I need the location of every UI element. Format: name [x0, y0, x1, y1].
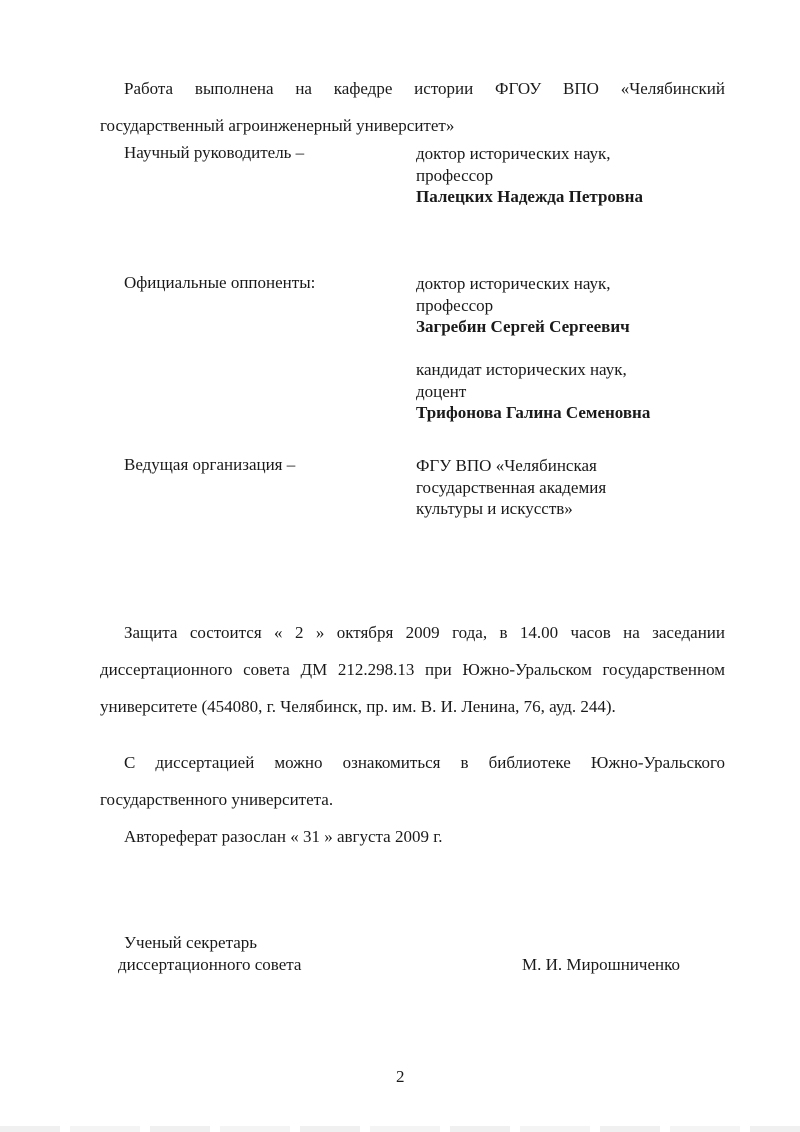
leading-org-block [416, 455, 606, 520]
scan-edge-strip [0, 1126, 800, 1132]
supervisor-title: профессор [416, 165, 494, 185]
sent-line: Автореферат разослан « 31 » августа 2009 г. [124, 827, 443, 846]
opponent-2-name: Трифонова Галина Семеновна [416, 403, 651, 422]
opponent-1-degree: доктор исторических наук, [416, 274, 611, 293]
opponent-1-block [416, 273, 630, 338]
library-paragraph: С диссертацией можно ознакомиться в библиотеке Южно-Уральского государственного университета. [100, 753, 725, 809]
supervisor-label: Научный руководитель – [124, 143, 305, 162]
leading-org-line-2: государственная академия [416, 477, 607, 497]
leading-org-line-3: культуры и искусств» [416, 499, 573, 518]
secretary-title-line-2: диссертационного совета [118, 955, 302, 974]
supervisor-block [416, 143, 643, 208]
page-number: 2 [396, 1067, 405, 1086]
opponent-1-title: профессор [416, 295, 494, 315]
opponent-2-title: доцент [416, 381, 467, 401]
secretary-name: М. И. Мирошниченко [522, 955, 680, 974]
supervisor-degree: доктор исторических наук, [416, 144, 611, 163]
opponents-label: Официальные оппоненты: [124, 273, 316, 292]
supervisor-name: Палецких Надежда Петровна [416, 187, 643, 206]
leading-org-line-1: ФГУ ВПО «Челябинская [416, 456, 597, 475]
secretary-title-line-1: Ученый секретарь [124, 933, 258, 952]
leading-org-label: Ведущая организация – [124, 455, 296, 474]
opponent-2-block [416, 359, 650, 424]
intro-paragraph: Работа выполнена на кафедре истории ФГОУ ВПО «Челябинский государственный агроинженерный университет» [100, 79, 725, 135]
opponent-1-name: Загребин Сергей Сергеевич [416, 317, 630, 336]
defense-paragraph: Защита состоится « 2 » октября 2009 года, в 14.00 часов на заседании диссертационного совета ДМ 212.298.13 при Южно-Уральском государственном университете (454080, г. Челябинск, пр. им. В. И. Ленина, 76, ауд. 244). [100, 623, 725, 716]
opponent-2-degree: кандидат исторических наук, [416, 360, 627, 379]
